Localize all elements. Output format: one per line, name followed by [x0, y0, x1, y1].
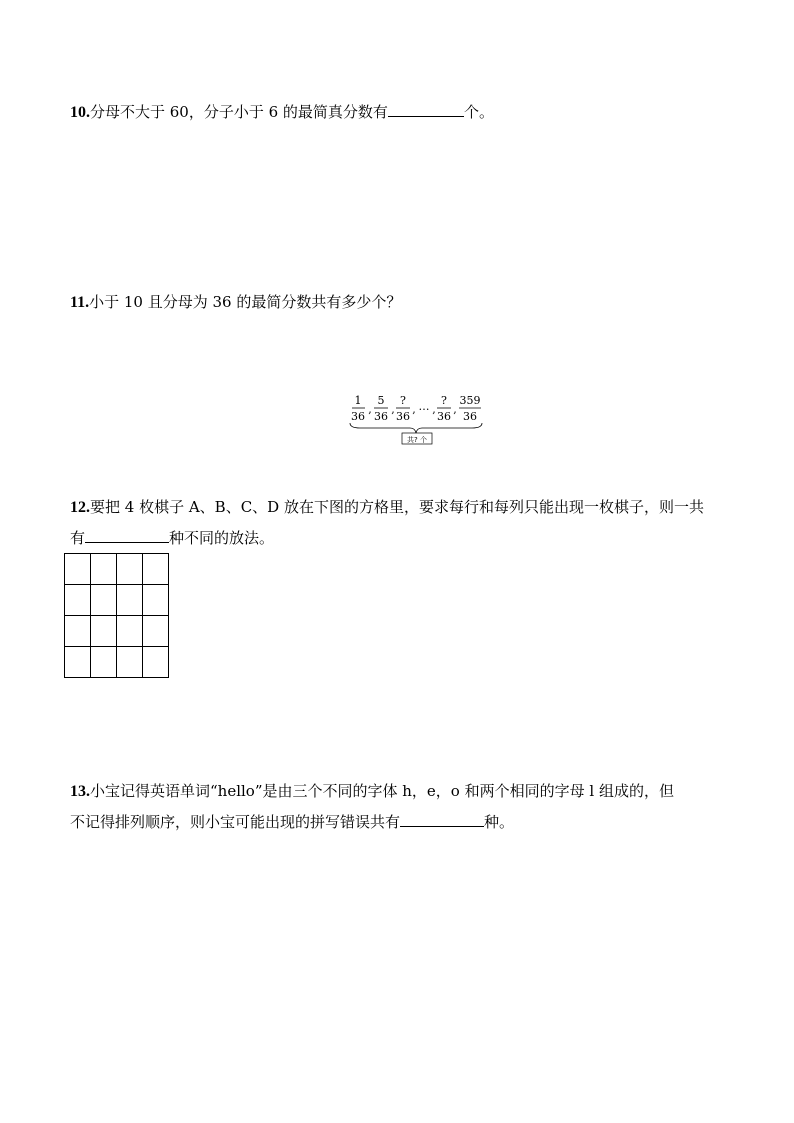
fraction-numerator: ? [400, 394, 406, 407]
answer-blank[interactable] [388, 100, 464, 117]
question-text-end: 种。 [484, 813, 515, 831]
question-13 [70, 776, 730, 837]
grid-cell[interactable] [143, 554, 169, 585]
question-12 [70, 492, 730, 553]
ellipsis: … [418, 400, 430, 413]
comma: , [368, 403, 372, 416]
answer-blank[interactable] [85, 526, 169, 543]
grid-cell[interactable] [117, 647, 143, 678]
question-text-end: 个。 [463, 103, 494, 121]
grid-cell[interactable] [91, 647, 117, 678]
question-11 [70, 287, 730, 318]
grid-cell[interactable] [117, 585, 143, 616]
chess-grid [64, 553, 169, 678]
grid-cell[interactable] [143, 585, 169, 616]
fraction-numerator: 1 [354, 394, 362, 407]
comma: , [432, 403, 436, 416]
grid-cell[interactable] [91, 585, 117, 616]
question-text-end: 种不同的放法。 [169, 529, 275, 547]
question-number: 10. [70, 104, 90, 121]
fraction-denominator: 36 [437, 410, 451, 423]
question-text: 要把 4 枚棋子 A、B、C、D 放在下图的方格里，要求每行和每列只能出现一枚棋子，则一共 [90, 498, 704, 516]
grid-cell[interactable] [91, 554, 117, 585]
fraction-numerator: 359 [459, 394, 481, 407]
question-text: 有 [70, 529, 86, 547]
grid-cell[interactable] [143, 616, 169, 647]
grouping-brace [350, 423, 482, 433]
grid-cell[interactable] [65, 616, 91, 647]
fraction-numerator: ? [441, 394, 447, 407]
question-text: 小宝记得英语单词“hello”是由三个不同的字体 h，e，o 和两个相同的字母 l 组成的，但 [90, 782, 674, 800]
comma: , [412, 403, 416, 416]
fraction-sequence-figure [340, 388, 488, 450]
grid-cell[interactable] [117, 554, 143, 585]
question-text: 小于 10 且分母为 36 的最简分数共有多少个？ [89, 293, 402, 311]
brace-label: 共? 个 [407, 436, 427, 444]
grid-cell[interactable] [65, 554, 91, 585]
question-number: 11. [70, 294, 90, 311]
grid-cell[interactable] [117, 616, 143, 647]
question-number: 13. [70, 783, 90, 800]
fraction-denominator: 36 [463, 410, 477, 423]
fraction-denominator: 36 [351, 410, 365, 423]
grid-cell[interactable] [65, 585, 91, 616]
grid-cell[interactable] [143, 647, 169, 678]
grid-cell[interactable] [91, 616, 117, 647]
fraction-denominator: 36 [374, 410, 388, 423]
question-text: 分母不大于 60，分子小于 6 的最简真分数有 [90, 103, 388, 121]
fraction-denominator: 36 [396, 410, 410, 423]
fraction-numerator: 5 [377, 394, 385, 407]
question-text: 不记得排列顺序，则小宝可能出现的拼写错误共有 [70, 813, 401, 831]
comma: , [453, 403, 457, 416]
comma: , [391, 403, 395, 416]
grid-cell[interactable] [65, 647, 91, 678]
question-10 [70, 97, 730, 128]
answer-blank[interactable] [400, 810, 484, 827]
question-number: 12. [70, 499, 90, 516]
